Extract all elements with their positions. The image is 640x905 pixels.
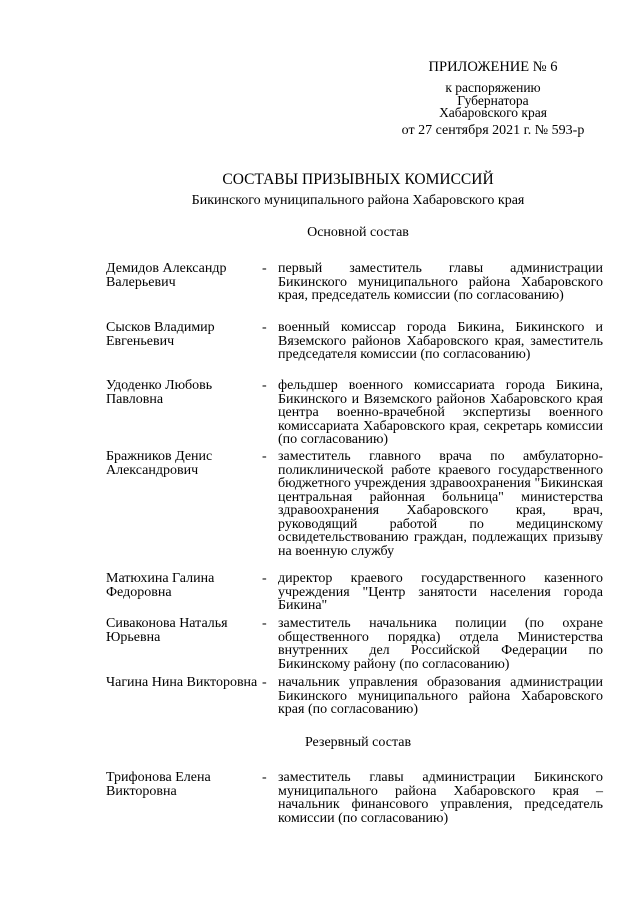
member-name: Чагина Нина Викторовна xyxy=(106,675,258,690)
member-role: военный комиссар города Бикина, Бикинского и Вяземского районов Хабаровского края, заместитель председателя комиссии (по согласованию) xyxy=(278,320,603,362)
member-role: начальник управления образования администрации Бикинского муниципального района Хабаровского края (по согласованию) xyxy=(278,675,603,717)
member-dash: - xyxy=(262,770,267,785)
member-role: заместитель начальника полиции (по охране общественного порядка) отдела Министерства внутренних дел Российской Федерации по Бикинскому району (по согласованию) xyxy=(278,616,603,672)
main-section-heading: Основной состав xyxy=(307,225,409,240)
member-name: Матюхина Галина Федоровна xyxy=(106,571,215,600)
member-role: заместитель главы администрации Бикинского муниципального района Хабаровского края – начальник финансового управления, председатель комиссии (по согласованию) xyxy=(278,770,603,826)
member-dash: - xyxy=(262,675,267,690)
member-name: Сысков Владимир Евгеньевич xyxy=(106,320,215,349)
reserve-section-heading: Резервный состав xyxy=(304,735,412,750)
member-dash: - xyxy=(262,449,267,464)
appendix-date: от 27 сентября 2021 г. № 593-р xyxy=(401,123,585,138)
member-dash: - xyxy=(262,378,267,393)
appendix-line-3: Хабаровского края xyxy=(439,105,547,120)
appendix-order-lines xyxy=(380,82,606,120)
member-dash: - xyxy=(262,320,267,335)
appendix-number: ПРИЛОЖЕНИЕ № 6 xyxy=(428,59,558,75)
member-name: Трифонова Елена Викторовна xyxy=(106,770,211,799)
appendix-line-2: Губернатора xyxy=(457,92,529,108)
member-dash: - xyxy=(262,261,267,276)
member-name: Удоденко Любовь Павловна xyxy=(106,378,213,407)
member-name: Демидов Александр Валерьевич xyxy=(106,261,227,290)
member-role: первый заместитель главы администрации Бикинского муниципального района Хабаровского края, председатель комиссии (по согласованию) xyxy=(278,261,603,303)
document-subtitle: Бикинского муниципального района Хабаровского края xyxy=(191,193,525,208)
member-role: директор краевого государственного казенного учреждения "Центр занятости населения города Бикина" xyxy=(278,571,603,613)
member-dash: - xyxy=(262,571,267,586)
document-title: СОСТАВЫ ПРИЗЫВНЫХ КОМИССИЙ xyxy=(222,171,494,188)
member-role: фельдшер военного комиссариата города Бикина, Бикинского и Вяземского районов Хабаровского края центра военно-врачебной экспертизы военного комиссариата Хабаровского края, секретарь комиссии (по согласованию) xyxy=(278,378,603,447)
appendix-line-1: к распоряжению xyxy=(445,80,541,95)
member-name: Бражников Денис Александрович xyxy=(106,449,213,478)
member-dash: - xyxy=(262,616,267,631)
member-role: заместитель главного врача по амбулаторно-поликлинической работе краевого государственного бюджетного учреждения здравоохранения "Бикинская центральная районная больница" министерства здравоохранения Хабаровского края, врач, руководящий работой по медицинскому освидетельствованию граждан, подлежащих призыву на военную службу xyxy=(278,449,603,559)
member-name: Сиваконова Наталья Юрьевна xyxy=(106,616,228,645)
